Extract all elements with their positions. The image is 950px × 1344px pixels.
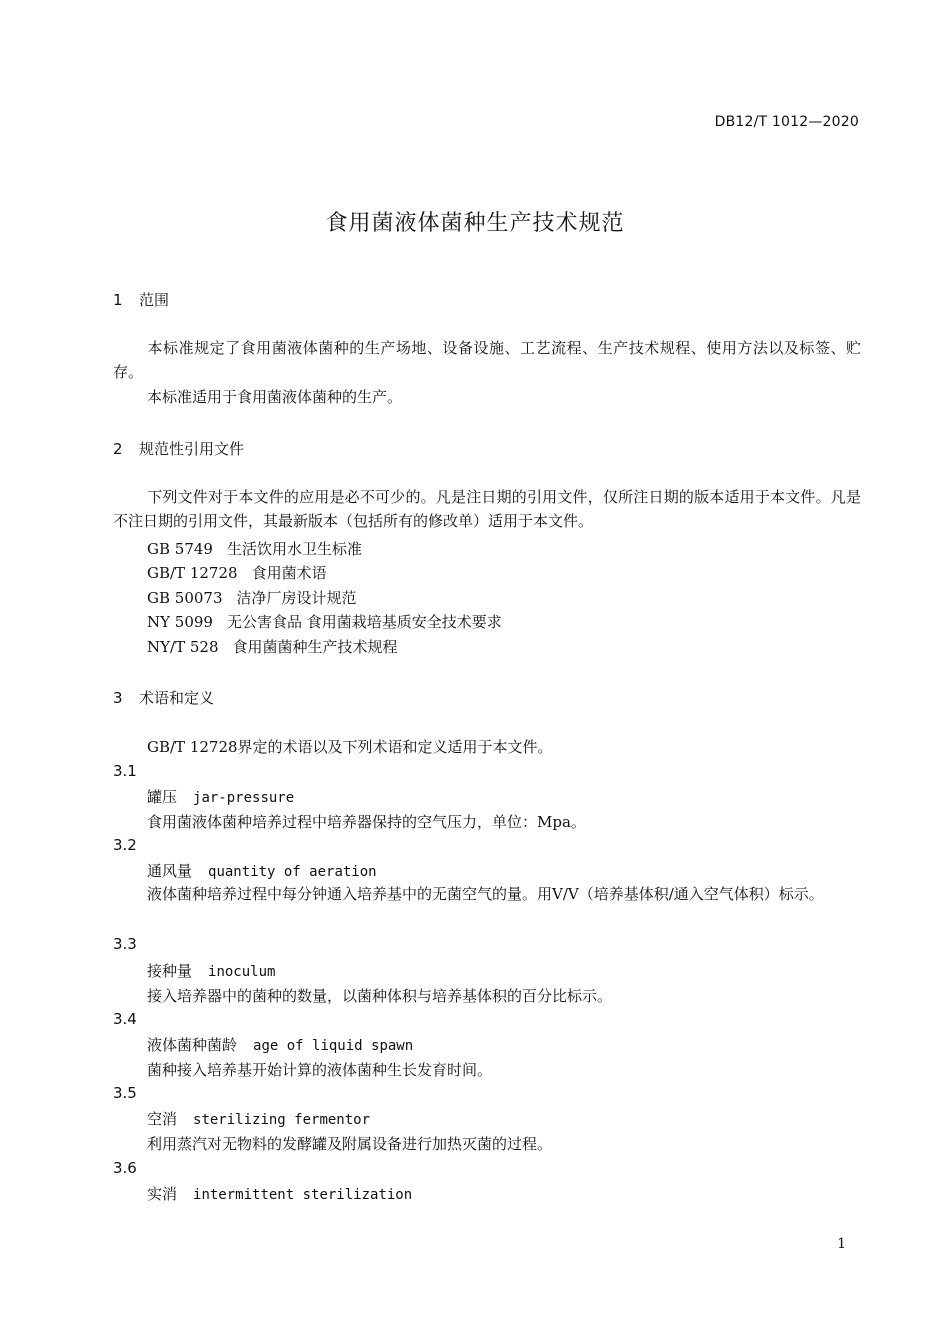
section-number: 3 bbox=[113, 689, 123, 707]
term-en: intermittent sterilization bbox=[193, 1187, 413, 1203]
reference-title: 无公害食品 食用菌栽培基质安全技术要求 bbox=[226, 613, 502, 631]
term-en: inoculum bbox=[208, 964, 276, 980]
term-heading bbox=[147, 1034, 413, 1055]
term-definition bbox=[113, 882, 861, 906]
paragraph bbox=[113, 485, 861, 533]
term-zh: 空消 bbox=[147, 1110, 178, 1128]
term-definition-text: 液体菌种培养过程中每分钟通入培养基中的无菌空气的量。用V/V（培养基体积/通入空气体积）标示。 bbox=[147, 885, 824, 903]
reference-title: 洁净厂房设计规范 bbox=[236, 589, 357, 607]
term-number: 3.4 bbox=[113, 1010, 137, 1028]
term-en: jar-pressure bbox=[193, 790, 295, 806]
terms-intro: GB/T 12728界定的术语以及下列术语和定义适用于本文件。 bbox=[147, 738, 553, 756]
reference-item bbox=[147, 562, 327, 583]
reference-code: NY/T 528 bbox=[147, 638, 219, 656]
reference-title: 食用菌术语 bbox=[251, 564, 327, 582]
section-title: 术语和定义 bbox=[139, 689, 215, 707]
term-zh: 通风量 bbox=[147, 862, 193, 880]
term-en: age of liquid spawn bbox=[253, 1038, 414, 1054]
term-heading bbox=[147, 960, 275, 981]
reference-code: NY 5099 bbox=[147, 613, 213, 631]
term-zh: 液体菌种菌龄 bbox=[147, 1036, 238, 1054]
reference-code: GB/T 12728 bbox=[147, 564, 238, 582]
term-definition: 接入培养器中的菌种的数量，以菌种体积与培养基体积的百分比标示。 bbox=[147, 987, 613, 1005]
term-number: 3.1 bbox=[113, 762, 137, 780]
paragraph-text: 本标准适用于食用菌液体菌种的生产。 bbox=[147, 388, 403, 406]
paragraph bbox=[113, 385, 861, 409]
term-number: 3.5 bbox=[113, 1084, 137, 1102]
section-number: 2 bbox=[113, 440, 123, 458]
section-title: 范围 bbox=[139, 291, 170, 309]
term-en: sterilizing fermentor bbox=[193, 1112, 371, 1128]
term-heading bbox=[147, 1108, 370, 1129]
reference-item bbox=[147, 587, 357, 608]
section-number: 1 bbox=[113, 291, 123, 309]
reference-item bbox=[147, 611, 502, 632]
term-definition: 利用蒸汽对无物料的发酵罐及附属设备进行加热灭菌的过程。 bbox=[147, 1135, 553, 1153]
paragraph-text: 下列文件对于本文件的应用是必不可少的。凡是注日期的引用文件，仅所注日期的版本适用于本文件。凡是不注日期的引用文件，其最新版本（包括所有的修改单）适用于本文件。 bbox=[113, 488, 861, 530]
document-title: 食用菌液体菌种生产技术规范 bbox=[325, 211, 625, 236]
page-number: 1 bbox=[837, 1236, 846, 1252]
term-number: 3.3 bbox=[113, 935, 137, 953]
reference-title: 生活饮用水卫生标准 bbox=[226, 540, 362, 558]
term-definition: 菌种接入培养基开始计算的液体菌种生长发育时间。 bbox=[147, 1061, 493, 1079]
term-en: quantity of aeration bbox=[208, 864, 377, 880]
section-title: 规范性引用文件 bbox=[139, 440, 245, 458]
reference-code: GB 5749 bbox=[147, 540, 213, 558]
paragraph-text: 本标准规定了食用菌液体菌种的生产场地、设备设施、工艺流程、生产技术规程、使用方法以及标签、贮存。 bbox=[113, 339, 861, 381]
term-number: 3.2 bbox=[113, 836, 137, 854]
reference-item bbox=[147, 636, 398, 657]
document-code: DB12/T 1012—2020 bbox=[714, 114, 859, 130]
section-heading-scope bbox=[113, 289, 169, 310]
term-heading bbox=[147, 1183, 412, 1204]
reference-item bbox=[147, 538, 362, 559]
term-number: 3.6 bbox=[113, 1159, 137, 1177]
reference-title: 食用菌菌种生产技术规程 bbox=[232, 638, 398, 656]
term-zh: 接种量 bbox=[147, 962, 193, 980]
reference-code: GB 50073 bbox=[147, 589, 223, 607]
term-zh: 实消 bbox=[147, 1185, 178, 1203]
section-heading-terms-definitions bbox=[113, 687, 214, 708]
section-heading-normative-references bbox=[113, 438, 244, 459]
term-heading bbox=[147, 786, 294, 807]
term-zh: 罐压 bbox=[147, 788, 178, 806]
term-definition: 食用菌液体菌种培养过程中培养器保持的空气压力，单位：Mpa。 bbox=[147, 813, 586, 831]
term-heading bbox=[147, 860, 377, 881]
paragraph bbox=[113, 336, 861, 384]
